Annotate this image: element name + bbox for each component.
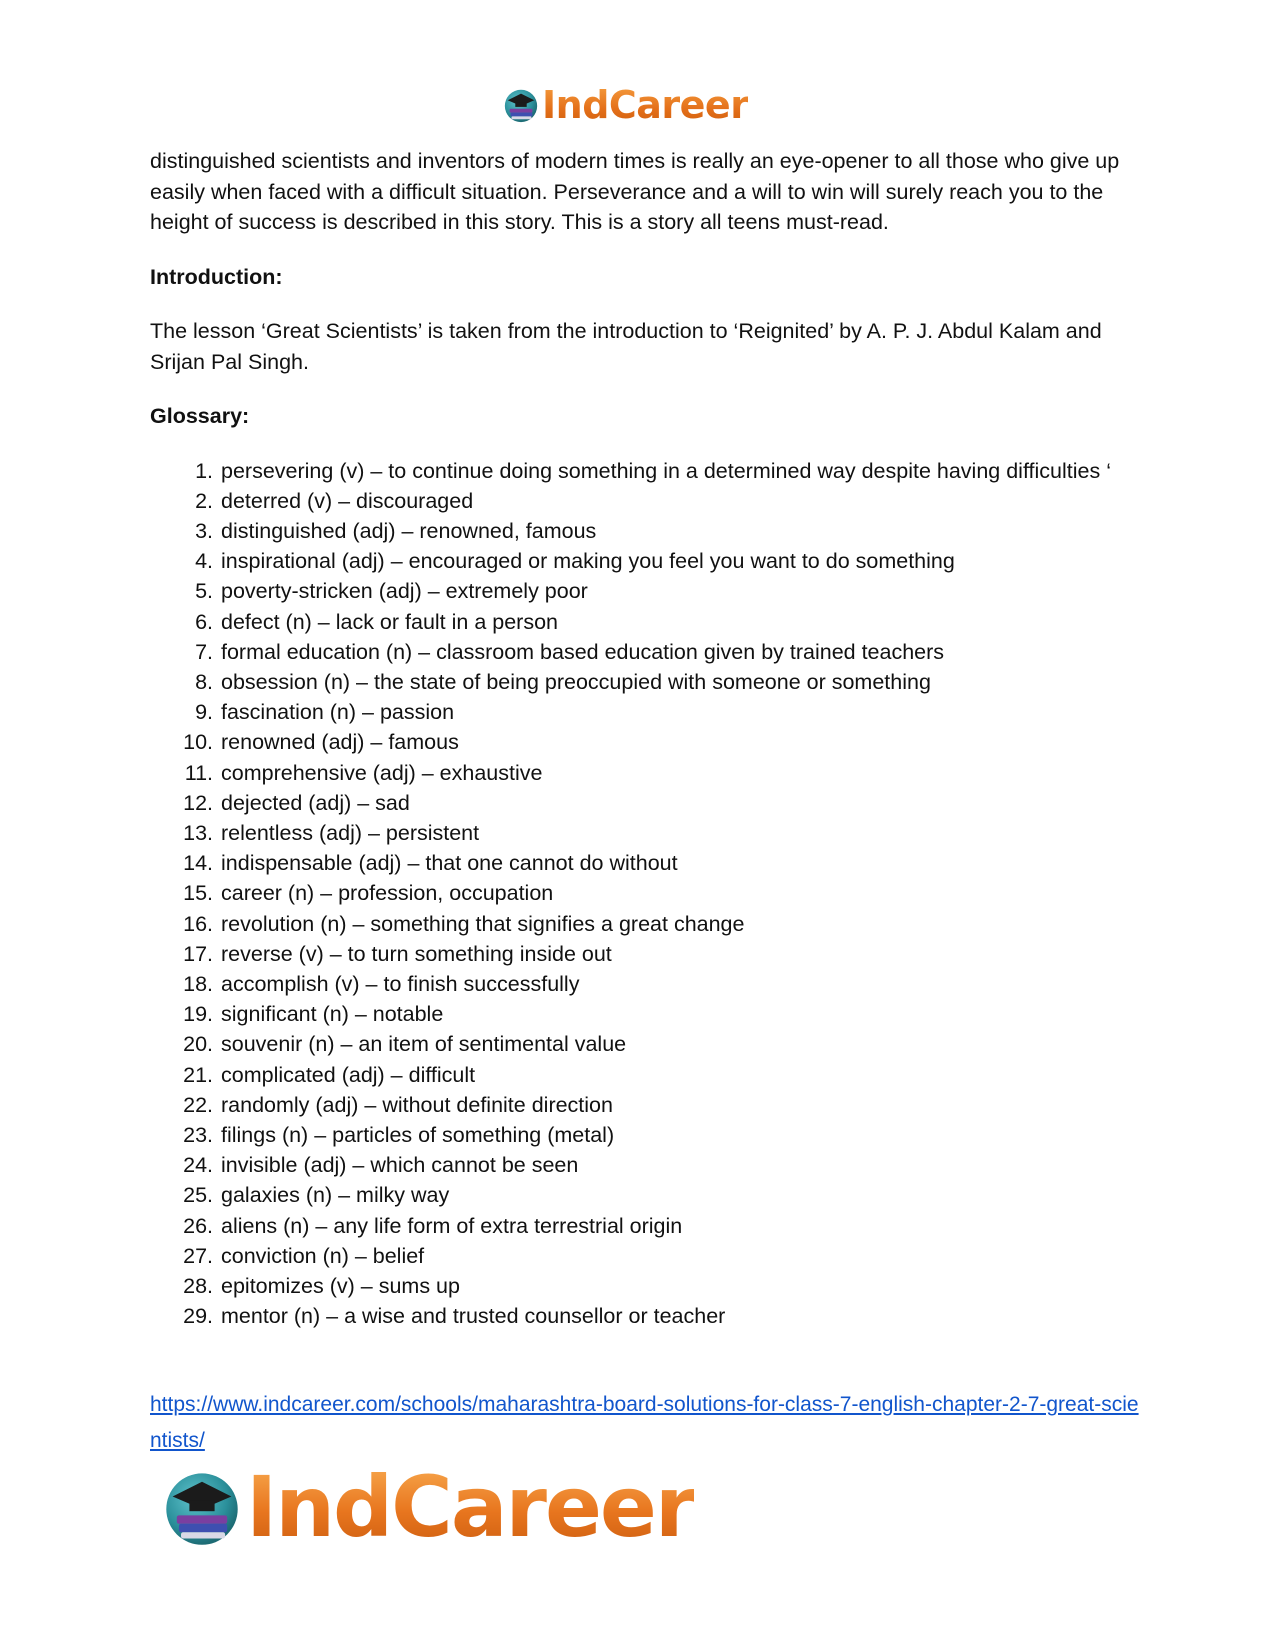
item-number: 5. [195, 579, 213, 604]
logo-wordmark: IndCareer [246, 1458, 695, 1556]
item-number: 16. [183, 911, 213, 936]
header-logo [502, 80, 748, 130]
item-text: obsession (n) – the state of being preoccupied with someone or something [221, 669, 931, 694]
item-number: 13. [183, 820, 213, 845]
item-text: defect (n) – lack or fault in a person [221, 609, 559, 634]
glossary-item [150, 576, 1130, 606]
glossary-item [150, 697, 1130, 727]
glossary-item [150, 1301, 1130, 1331]
glossary-item [150, 516, 1130, 546]
globe-graduation-cap-books-icon [160, 1465, 244, 1549]
item-number: 22. [183, 1092, 213, 1117]
item-text: filings (n) – particles of something (metal) [221, 1122, 615, 1147]
glossary-item [150, 1120, 1130, 1150]
item-text: randomly (adj) – without definite direction [221, 1092, 613, 1117]
item-number: 1. [195, 458, 213, 483]
glossary-item [150, 758, 1130, 788]
glossary-item [150, 456, 1130, 486]
glossary-item [150, 486, 1130, 516]
item-number: 12. [183, 790, 213, 815]
glossary-item [150, 878, 1130, 908]
item-text: deterred (v) – discouraged [221, 488, 474, 513]
item-text: aliens (n) – any life form of extra terrestrial origin [221, 1213, 683, 1238]
item-text: reverse (v) – to turn something inside out [221, 941, 612, 966]
item-text: formal education (n) – classroom based education given by trained teachers [221, 639, 945, 664]
item-number: 29. [183, 1304, 213, 1329]
item-number: 21. [183, 1062, 213, 1087]
glossary-item [150, 607, 1130, 637]
item-number: 9. [195, 700, 213, 725]
item-text: indispensable (adj) – that one cannot do without [221, 851, 678, 876]
item-text: relentless (adj) – persistent [221, 820, 480, 845]
introduction-heading: Introduction: [150, 264, 283, 289]
item-number: 11. [184, 760, 213, 785]
item-number: 15. [183, 881, 213, 906]
item-text: galaxies (n) – milky way [221, 1183, 450, 1208]
glossary-item [150, 939, 1130, 969]
item-number: 23. [183, 1122, 213, 1147]
glossary-item [150, 667, 1130, 697]
item-number: 25. [183, 1183, 213, 1208]
item-number: 3. [195, 518, 213, 543]
item-text: conviction (n) – belief [221, 1243, 425, 1268]
item-text: inspirational (adj) – encouraged or making you feel you want to do something [221, 549, 955, 574]
glossary-list [150, 456, 1130, 1332]
intro-paragraph: distinguished scientists and inventors of modern times is really an eye-opener to all those who give up easily when faced with a difficult situation. Perseverance and a will to win will surely reach you to the height of success is described in this story. This is a story all teens must-read. [150, 149, 1120, 234]
item-text: revolution (n) – something that signifies a great change [221, 911, 745, 936]
glossary-item [150, 1090, 1130, 1120]
introduction-paragraph: The lesson ‘Great Scientists’ is taken from the introduction to ‘Reignited’ by A. P. J. Abdul Kalam and Srijan Pal Singh. [150, 319, 1102, 374]
item-number: 18. [183, 971, 213, 996]
item-number: 14. [183, 851, 213, 876]
item-text: career (n) – profession, occupation [221, 881, 554, 906]
glossary-item [150, 999, 1130, 1029]
glossary-item [150, 1029, 1130, 1059]
glossary-item [150, 1180, 1130, 1210]
item-number: 6. [195, 609, 213, 634]
glossary-item [150, 1211, 1130, 1241]
item-number: 24. [183, 1153, 213, 1178]
document-body [150, 146, 1130, 1331]
glossary-item [150, 1241, 1130, 1271]
logo-wordmark: IndCareer [542, 83, 749, 127]
glossary-item [150, 1060, 1130, 1090]
item-text: fascination (n) – passion [221, 700, 455, 725]
item-text: souvenir (n) – an item of sentimental value [221, 1032, 627, 1057]
item-number: 26. [183, 1213, 213, 1238]
item-text: epitomizes (v) – sums up [221, 1273, 460, 1298]
footer-logo [160, 1458, 695, 1556]
item-text: significant (n) – notable [221, 1002, 444, 1027]
item-number: 4. [195, 549, 213, 574]
item-number: 7. [195, 639, 213, 664]
item-text: persevering (v) – to continue doing something in a determined way despite having difficulties ‘ [221, 458, 1111, 483]
item-number: 19. [183, 1002, 213, 1027]
glossary-heading: Glossary: [150, 404, 250, 428]
glossary-item [150, 909, 1130, 939]
glossary-item [150, 1271, 1130, 1301]
item-number: 28. [183, 1273, 213, 1298]
item-number: 20. [183, 1032, 213, 1057]
globe-graduation-cap-books-icon [502, 86, 540, 124]
item-number: 2. [195, 488, 213, 513]
glossary-item [150, 727, 1130, 757]
item-text: mentor (n) – a wise and trusted counsellor or teacher [221, 1304, 726, 1329]
glossary-item [150, 637, 1130, 667]
item-number: 17. [183, 941, 213, 966]
item-number: 10. [183, 730, 213, 755]
glossary-item [150, 1150, 1130, 1180]
item-text: comprehensive (adj) – exhaustive [221, 760, 543, 785]
item-text: dejected (adj) – sad [221, 790, 410, 815]
glossary-item [150, 848, 1130, 878]
item-text: complicated (adj) – difficult [221, 1062, 476, 1087]
source-link[interactable]: https://www.indcareer.com/schools/maharashtra-board-solutions-for-class-7-english-chapter-2-7-great-scientists/ [150, 1393, 1139, 1452]
glossary-item [150, 969, 1130, 999]
glossary-item [150, 788, 1130, 818]
glossary-item [150, 818, 1130, 848]
item-text: distinguished (adj) – renowned, famous [221, 518, 597, 543]
item-text: renowned (adj) – famous [221, 730, 459, 755]
item-text: invisible (adj) – which cannot be seen [221, 1153, 579, 1178]
item-number: 27. [183, 1243, 213, 1268]
item-text: accomplish (v) – to finish successfully [221, 971, 580, 996]
glossary-item [150, 546, 1130, 576]
item-text: poverty-stricken (adj) – extremely poor [221, 579, 588, 604]
item-number: 8. [195, 669, 213, 694]
